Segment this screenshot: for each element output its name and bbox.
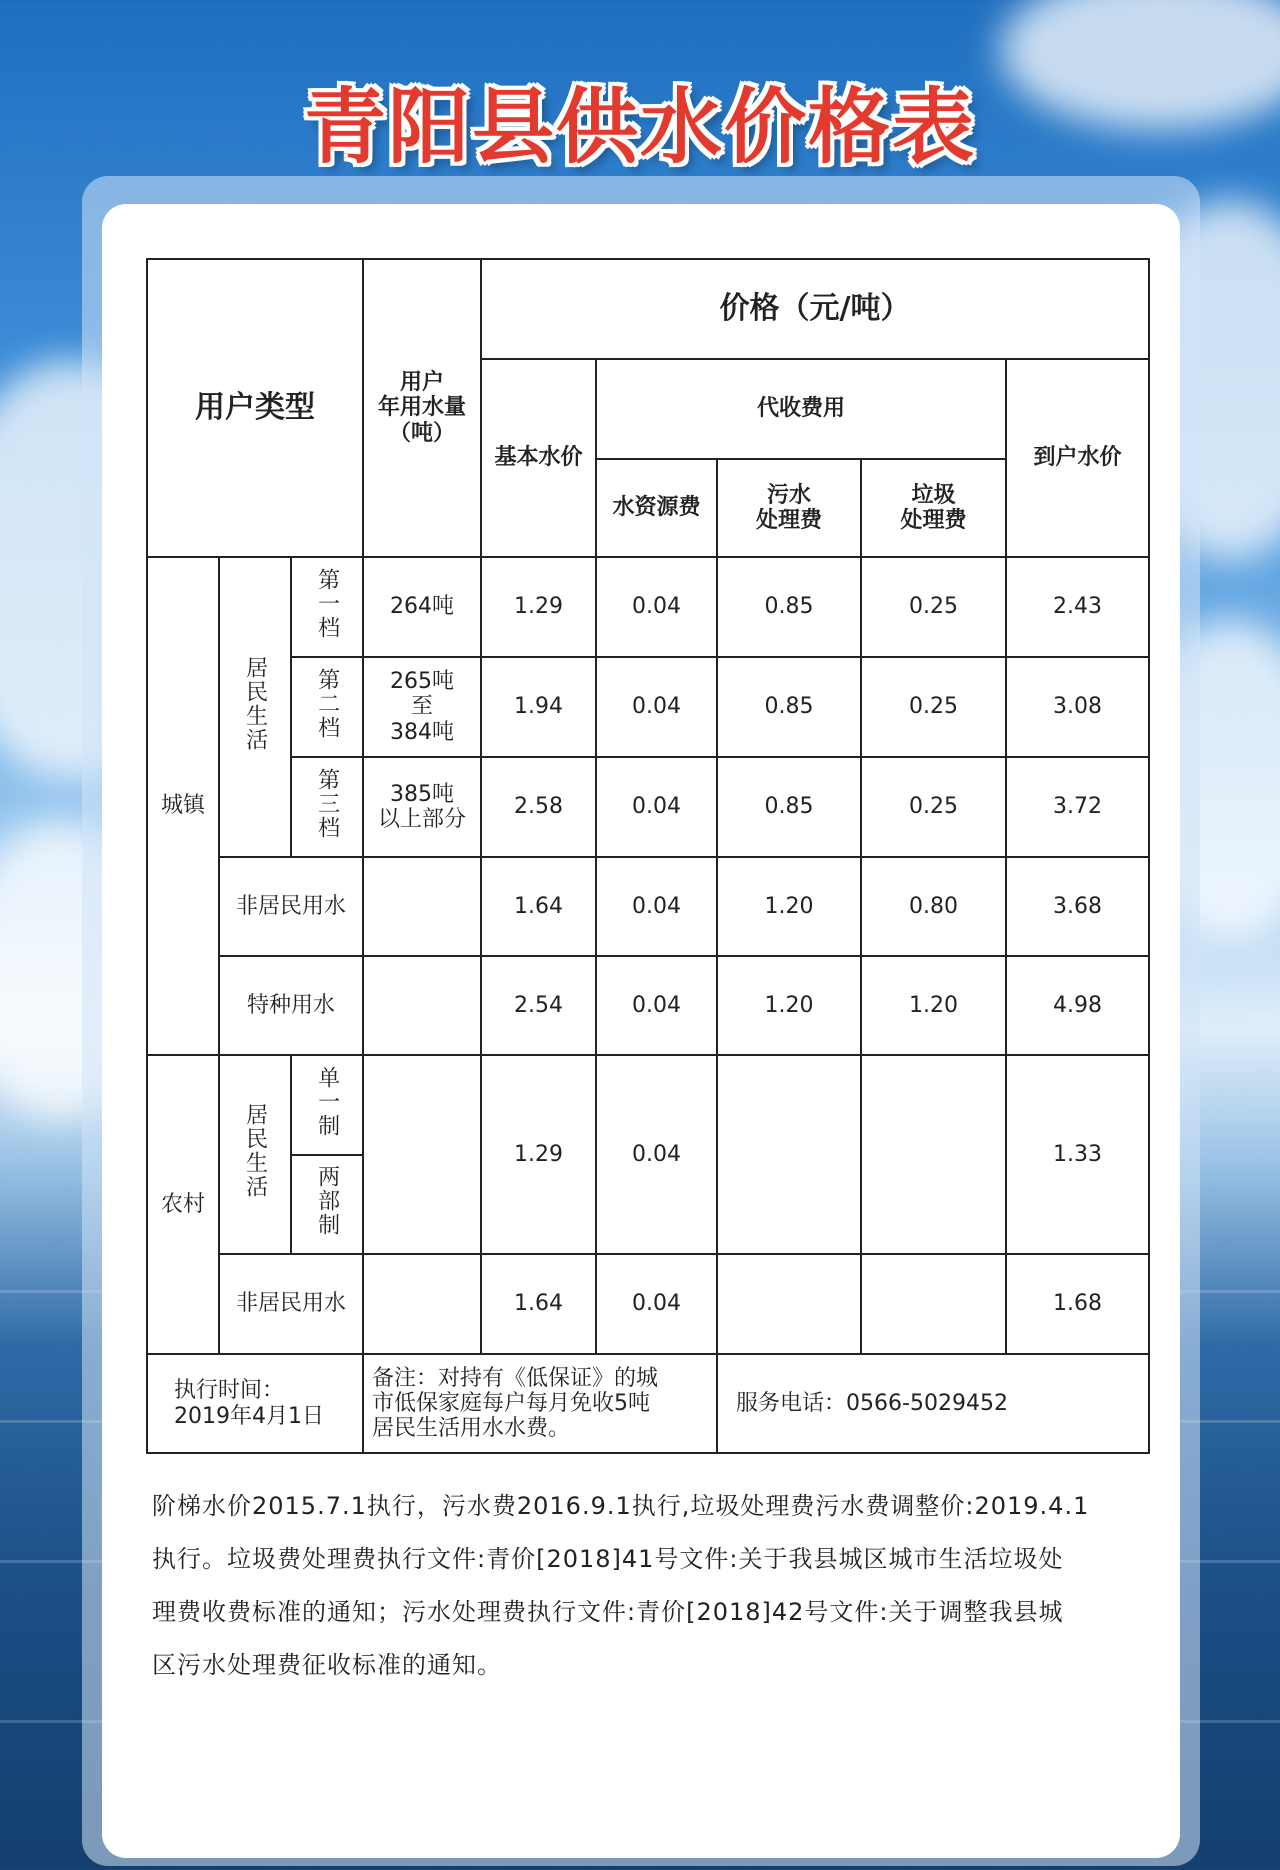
resource-fee-cell: 0.04	[596, 557, 717, 657]
garbage-fee-cell: 0.25	[861, 757, 1006, 857]
tier-label: 第三档	[291, 757, 363, 857]
sewage-fee-cell: 0.85	[717, 557, 861, 657]
garbage-fee-cell: 0.80	[861, 857, 1006, 956]
tier-label: 第二档	[291, 657, 363, 757]
base-price-cell: 1.29	[481, 1055, 596, 1254]
total-price-cell: 2.43	[1006, 557, 1149, 657]
header-collected-fees: 代收费用	[596, 359, 1006, 459]
base-price-cell: 1.64	[481, 857, 596, 956]
table-row	[147, 1254, 1149, 1354]
garbage-fee-cell: 0.25	[861, 557, 1006, 657]
urban-label: 城镇	[147, 557, 219, 1055]
sewage-fee-cell: 1.20	[717, 956, 861, 1055]
base-price-cell: 1.29	[481, 557, 596, 657]
sewage-fee-cell: 0.85	[717, 657, 861, 757]
sewage-fee-cell: 1.20	[717, 857, 861, 956]
base-price-cell: 2.54	[481, 956, 596, 1055]
category-label: 非居民用水	[219, 857, 363, 956]
single-system-label: 单一制	[291, 1055, 363, 1155]
garbage-fee-cell	[861, 1055, 1006, 1254]
tier-volume	[363, 1254, 481, 1354]
note-line: 理费收费标准的通知；污水处理费执行文件:青价[2018]42号文件:关于调整我县城	[152, 1598, 1064, 1626]
header-sewage-fee: 污水 处理费	[717, 459, 861, 557]
rural-label: 农村	[147, 1055, 219, 1354]
total-price-cell: 3.72	[1006, 757, 1149, 857]
table-row	[147, 757, 1149, 857]
header-water-resource-fee: 水资源费	[596, 459, 717, 557]
tier-volume: 264吨	[363, 557, 481, 657]
service-phone: 服务电话：0566-5029452	[717, 1354, 1149, 1453]
total-price-cell: 1.68	[1006, 1254, 1149, 1354]
resource-fee-cell: 0.04	[596, 857, 717, 956]
header-user-type: 用户类型	[147, 259, 363, 557]
base-price-cell: 2.58	[481, 757, 596, 857]
tier-volume	[363, 1055, 481, 1254]
price-table	[146, 258, 1150, 1454]
resource-fee-cell: 0.04	[596, 757, 717, 857]
table-row	[147, 1055, 1149, 1155]
two-part-system-label: 两部制	[291, 1155, 363, 1254]
effective-date: 执行时间： 2019年4月1日	[147, 1354, 363, 1453]
garbage-fee-cell	[861, 1254, 1006, 1354]
garbage-fee-cell: 1.20	[861, 956, 1006, 1055]
table-row	[147, 956, 1149, 1055]
sewage-fee-cell	[717, 1055, 861, 1254]
header-delivered-price: 到户水价	[1006, 359, 1149, 557]
base-price-cell: 1.64	[481, 1254, 596, 1354]
remark: 备注：对持有《低保证》的城 市低保家庭每户每月免收5吨 居民生活用水水费。	[363, 1354, 717, 1453]
tier-volume: 265吨 至 384吨	[363, 657, 481, 757]
resource-fee-cell: 0.04	[596, 956, 717, 1055]
resource-fee-cell: 0.04	[596, 1254, 717, 1354]
note-line: 执行。垃圾费处理费执行文件:青价[2018]41号文件:关于我县城区城市生活垃圾处	[152, 1545, 1064, 1573]
header-garbage-fee: 垃圾 处理费	[861, 459, 1006, 557]
category-label: 非居民用水	[219, 1254, 363, 1354]
rural-residential-label: 居民生活	[219, 1055, 291, 1254]
tier-label: 第一档	[291, 557, 363, 657]
note-line: 阶梯水价2015.7.1执行，污水费2016.9.1执行,垃圾处理费污水费调整价:2019.4.1	[152, 1492, 1090, 1520]
resource-fee-cell: 0.04	[596, 1055, 717, 1254]
sewage-fee-cell: 0.85	[717, 757, 861, 857]
tier-volume	[363, 857, 481, 956]
total-price-cell: 4.98	[1006, 956, 1149, 1055]
sewage-fee-cell	[717, 1254, 861, 1354]
table-footer-row	[147, 1354, 1149, 1453]
base-price-cell: 1.94	[481, 657, 596, 757]
garbage-fee-cell: 0.25	[861, 657, 1006, 757]
total-price-cell: 3.08	[1006, 657, 1149, 757]
tier-volume	[363, 956, 481, 1055]
header-annual-volume: 用户 年用水量 （吨）	[363, 259, 481, 557]
total-price-cell: 3.68	[1006, 857, 1149, 956]
header-price-group: 价格（元/吨）	[481, 259, 1149, 359]
urban-residential-label: 居民生活	[219, 557, 291, 857]
table-row	[147, 857, 1149, 956]
execution-notes	[152, 1480, 1152, 1692]
resource-fee-cell: 0.04	[596, 657, 717, 757]
table-row	[147, 557, 1149, 657]
page-title: 青阳县供水价格表	[303, 80, 976, 175]
tier-volume: 385吨 以上部分	[363, 757, 481, 857]
category-label: 特种用水	[219, 956, 363, 1055]
header-base-price: 基本水价	[481, 359, 596, 557]
table-row	[147, 657, 1149, 757]
total-price-cell: 1.33	[1006, 1055, 1149, 1254]
note-line: 区污水处理费征收标准的通知。	[152, 1651, 502, 1679]
